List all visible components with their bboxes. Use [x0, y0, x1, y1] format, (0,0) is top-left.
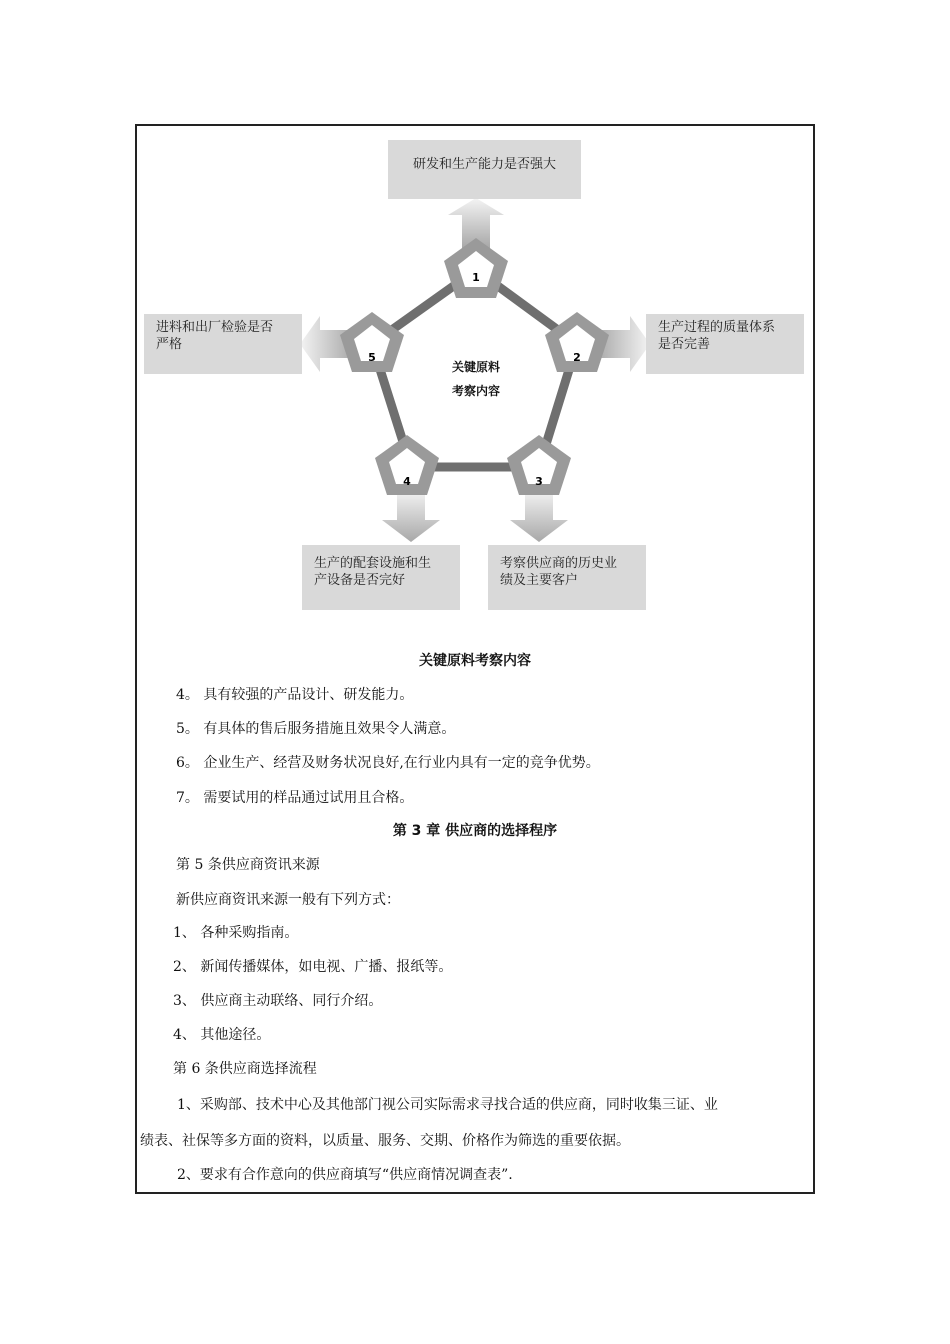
- list-item: 7。 需要试用的样品通过试用且合格。: [176, 790, 414, 806]
- node-2-text-line2: 是否完善: [658, 337, 711, 352]
- chapter-heading: 第 3 章 供应商的选择程序: [392, 823, 558, 839]
- node-4-text-line1: 生产的配套设施和生: [314, 556, 432, 571]
- node-3-text-line2: 绩及主要客户: [500, 573, 579, 588]
- diagram-caption: 关键原料考察内容: [419, 653, 531, 669]
- list-item: 4、 其他途径。: [173, 1027, 271, 1043]
- arrow-down-4: [382, 490, 440, 542]
- node-5-text-line1: 进料和出厂检验是否: [156, 320, 274, 335]
- node-3: [507, 435, 571, 495]
- node-2-box: [646, 314, 804, 374]
- node-4-text-line2: 产设备是否完好: [314, 573, 406, 588]
- node-3-box: [488, 545, 646, 610]
- node-4-number: 4: [403, 475, 411, 488]
- list-item: 5。 有具体的售后服务措施且效果令人满意。: [176, 721, 456, 737]
- node-2-text-line1: 生产过程的质量体系: [658, 320, 776, 335]
- list-item: 4。 具有较强的产品设计、研发能力。: [176, 687, 414, 703]
- diagram-center-label: [436, 355, 516, 403]
- node-5-number: 5: [368, 351, 376, 364]
- node-1: [444, 238, 508, 298]
- paragraph: 2、要求有合作意向的供应商填写“供应商情况调查表”.: [177, 1167, 513, 1183]
- list-item: 1、 各种采购指南。: [173, 925, 299, 941]
- node-2-number: 2: [573, 351, 581, 364]
- paragraph-line: 绩表、社保等多方面的资料，以质量、服务、交期、价格作为筛选的重要依据。: [140, 1133, 630, 1149]
- node-5: [340, 312, 404, 372]
- article-heading: 第 6 条供应商选择流程: [173, 1061, 317, 1077]
- node-1-box: [388, 140, 581, 199]
- node-3-text-line1: 考察供应商的历史业: [500, 556, 618, 571]
- node-1-number: 1: [472, 271, 480, 284]
- node-4-box: [302, 545, 460, 610]
- node-4: [375, 435, 439, 495]
- paragraph-line: 1、采购部、技术中心及其他部门视公司实际需求寻找合适的供应商，同时收集三证、业: [177, 1097, 718, 1113]
- center-label-line2: 考察内容: [451, 384, 500, 398]
- node-5-text-line2: 严格: [156, 337, 183, 352]
- node-1-text: 研发和生产能力是否强大: [412, 157, 556, 172]
- article-heading: 第 5 条供应商资讯来源: [176, 857, 320, 873]
- node-2: [545, 312, 609, 372]
- node-5-box: [144, 314, 302, 374]
- paragraph: 新供应商资讯来源一般有下列方式：: [176, 892, 400, 908]
- center-label-line1: 关键原料: [451, 360, 500, 374]
- arrow-down-3: [510, 490, 568, 542]
- list-item: 2、 新闻传播媒体，如电视、广播、报纸等。: [173, 959, 453, 975]
- list-item: 6。 企业生产、经营及财务状况良好,在行业内具有一定的竞争优势。: [176, 755, 600, 771]
- list-item: 3、 供应商主动联络、同行介绍。: [173, 993, 383, 1009]
- key-material-diagram: [0, 0, 950, 640]
- node-3-number: 3: [535, 475, 543, 488]
